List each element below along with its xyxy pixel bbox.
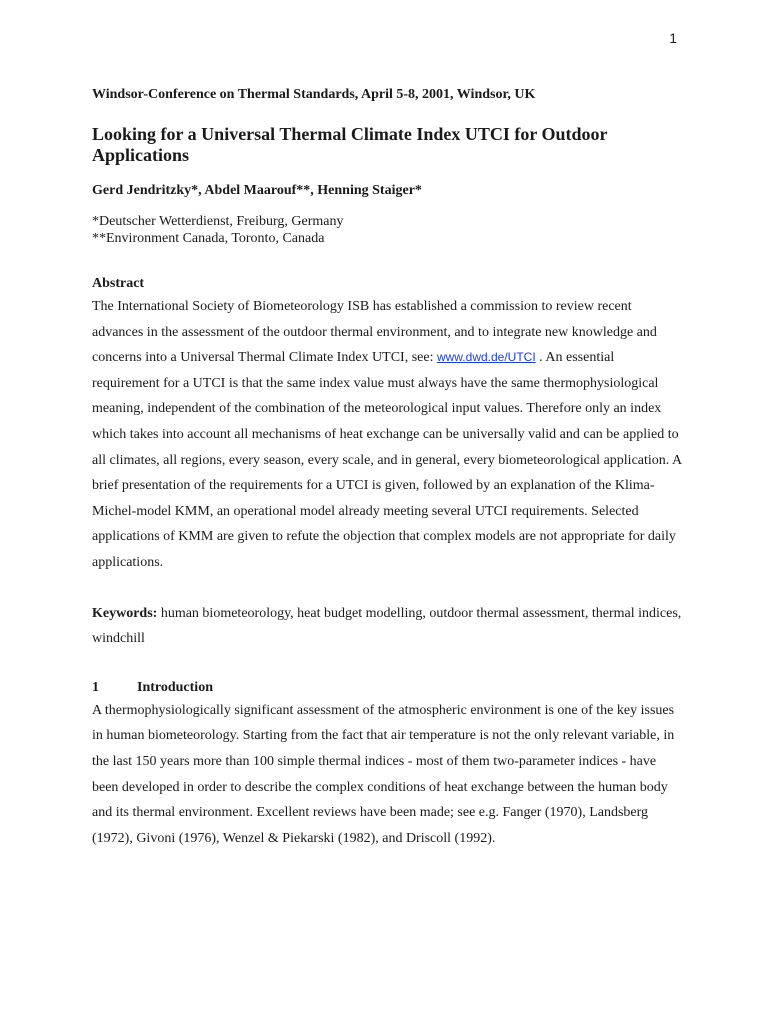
keywords-paragraph	[92, 601, 682, 652]
conference-line: Windsor-Conference on Thermal Standards, April 5-8, 2001, Windsor, UK	[92, 87, 536, 102]
section-heading-introduction	[92, 678, 682, 698]
paper-title: Looking for a Universal Thermal Climate Index UTCI for Outdoor Applications	[92, 124, 608, 165]
author-list: Gerd Jendritzky*, Abdel Maarouf**, Henning Staiger*	[92, 183, 422, 198]
page-number: 1	[669, 30, 677, 46]
utci-link[interactable]: www.dwd.de/UTCI	[436, 350, 536, 365]
keywords-text: human biometeorology, heat budget modelling, outdoor thermal assessment, thermal indices, windchill	[92, 605, 682, 647]
abstract-text-before-link: The International Society of Biometeorology ISB has established a commission to review recent advances in the assessment of the outdoor thermal environment, and to integrate new knowledge and concerns into a Universal Thermal Climate Index UTCI, see:	[92, 299, 657, 366]
document-body	[92, 87, 682, 851]
affiliation-2: **Environment Canada, Toronto, Canada	[92, 231, 325, 246]
affiliations	[92, 213, 682, 247]
keywords-label: Keywords:	[92, 605, 158, 621]
abstract-heading: Abstract	[92, 276, 145, 291]
section-number: 1	[92, 679, 99, 695]
introduction-text: A thermophysiologically significant assessment of the atmospheric environment is one of the key issues in human biometeorology. Starting from the fact that air temperature is not the only relevant variable, in the last 150 years more than 100 simple thermal indices - most of them two-parameter indices - have been developed in order to describe the complex conditions of heat exchange between the human body and its thermal environment. Excellent reviews have been made; see e.g. Fanger (1970), Landsberg (1972), Givoni (1976), Wenzel & Piekarski (1982), and Driscoll (1992).	[92, 702, 675, 846]
affiliation-1: *Deutscher Wetterdienst, Freiburg, Germany	[92, 214, 344, 229]
abstract-text	[92, 294, 682, 576]
abstract-text-after-link: . An essential requirement for a UTCI is that the same index value must always have the same thermophysiological meaning, independent of the combination of the meteorological input values. Therefore only an index which takes into account all mechanisms of heat exchange can be universally valid and can be applied to all climates, all regions, every season, every scale, and in general, every biometeorological application. A brief presentation of the requirements for a UTCI is given, followed by an explanation of the Klima-Michel-model KMM, an operational model already meeting several UTCI requirements. Selected applications of KMM are given to refute the objection that complex models are not appropriate for daily applications.	[92, 350, 682, 570]
section-title: Introduction	[137, 679, 213, 695]
